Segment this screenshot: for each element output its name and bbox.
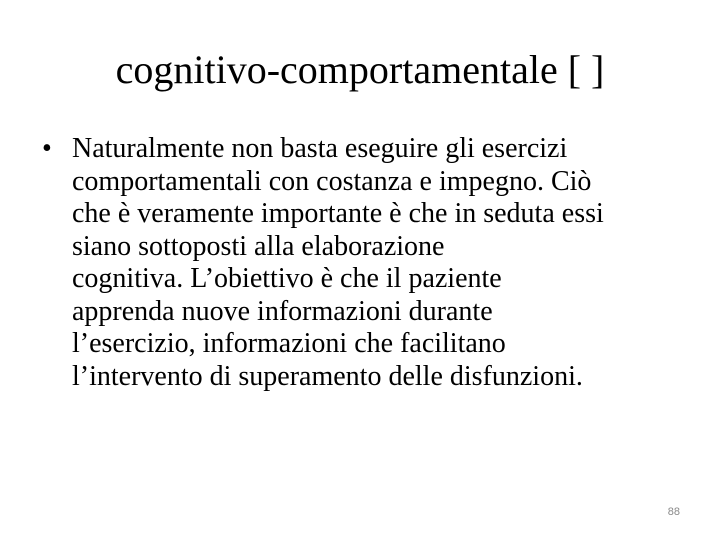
bullet-text-line: cognitiva. L’obiettivo è che il paziente	[72, 263, 502, 294]
slide-body	[42, 133, 692, 393]
bullet-text-line: apprenda nuove informazioni durante	[72, 295, 493, 327]
bullet-text-line: che è veramente importante è che in seduta essi	[72, 198, 604, 229]
bullet-text-line: comportamentali con costanza e impegno. Ciò	[72, 165, 592, 197]
bullet-text-line: l’esercizio, informazioni che facilitano	[72, 328, 506, 359]
page-number: 88	[667, 506, 680, 518]
slide-title: cognitivo-comportamentale [ ]	[115, 47, 605, 92]
bullet-text-line: siano sottoposti alla elaborazione	[72, 230, 445, 262]
bullet-text-line: l’intervento di superamento delle disfunzioni.	[72, 360, 583, 392]
bullet-text-line: Naturalmente non basta eseguire gli esercizi	[72, 133, 568, 164]
bullet-icon: •	[42, 133, 52, 164]
bullet-item	[42, 133, 692, 393]
